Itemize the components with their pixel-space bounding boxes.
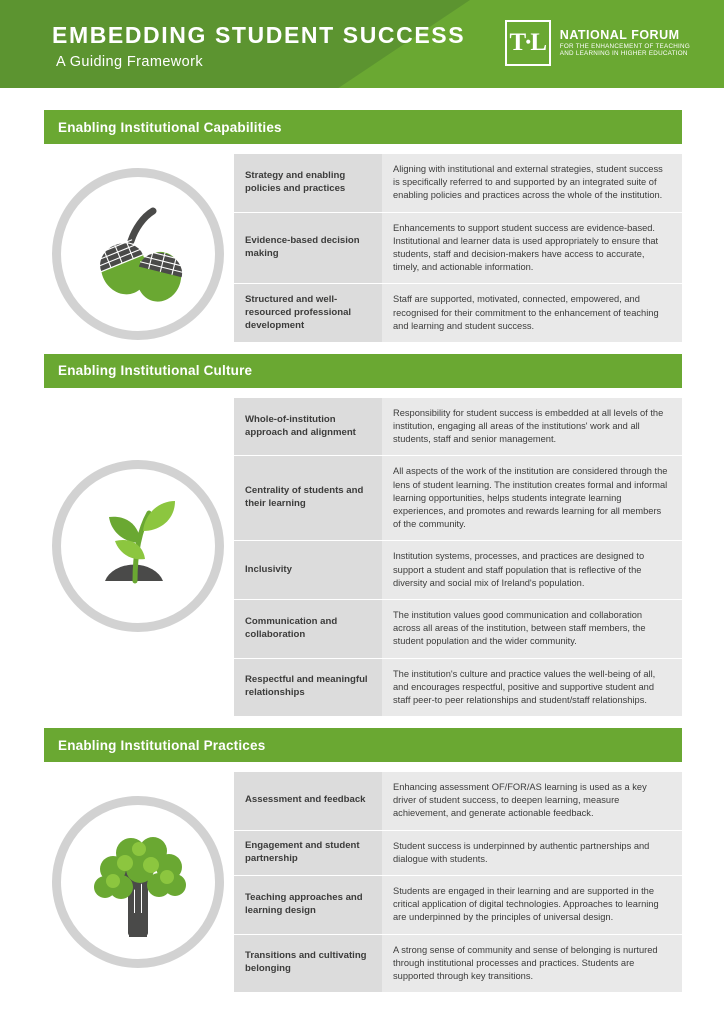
section-2-table bbox=[234, 398, 682, 716]
table-row bbox=[234, 876, 682, 935]
section-enabling-institutional-capabilities bbox=[0, 110, 724, 342]
row-title: Respectful and meaningful relationships bbox=[234, 658, 382, 716]
section-enabling-institutional-practices bbox=[0, 728, 724, 992]
table-row bbox=[234, 772, 682, 830]
section-3-table bbox=[234, 772, 682, 992]
section-band-1 bbox=[44, 110, 682, 144]
spacer-2 bbox=[0, 342, 724, 354]
logo-wordmark bbox=[560, 28, 690, 58]
row-title: Teaching approaches and learning design bbox=[234, 876, 382, 935]
table-row bbox=[234, 212, 682, 284]
row-text: Students are engaged in their learning and are supported in the critical application of digital technologies. Approaches to learning are underpinned by the principles of universal design. bbox=[382, 876, 682, 935]
table-row bbox=[234, 284, 682, 342]
row-title: Inclusivity bbox=[234, 541, 382, 600]
table-row bbox=[234, 456, 682, 541]
row-title: Communication and collaboration bbox=[234, 599, 382, 658]
section-band-2 bbox=[44, 354, 682, 388]
table-row bbox=[234, 154, 682, 212]
row-text: The institution's culture and practice values the well-being of all, and encourages respectful, positive and supportive student and staff peer-to peer relationships and student/staff relationships. bbox=[382, 658, 682, 716]
table-row bbox=[234, 398, 682, 456]
table-row bbox=[234, 599, 682, 658]
spacer-1 bbox=[0, 144, 724, 154]
row-text: Aligning with institutional and external strategies, student success is specifically referred to and supported by an integrated suite of enabling policies and practices across the whole of the institution. bbox=[382, 154, 682, 212]
section-1-body bbox=[44, 154, 682, 342]
section-3-artwork bbox=[44, 772, 234, 992]
section-1-table bbox=[234, 154, 682, 342]
national-forum-logo bbox=[505, 20, 690, 66]
row-title: Engagement and student partnership bbox=[234, 830, 382, 875]
row-text: Student success is underpinned by authentic partnerships and dialogue with students. bbox=[382, 830, 682, 875]
row-text: Enhancing assessment OF/FOR/AS learning is used as a key driver of student success, to deepen learning, measure achievement, and generate actionable feedback. bbox=[382, 772, 682, 830]
framework-body bbox=[0, 88, 724, 992]
page-header bbox=[0, 0, 724, 88]
logo-monogram: T∙L bbox=[505, 20, 551, 66]
row-text: Staff are supported, motivated, connected, empowered, and recognised for their commitment to the enhancement of teaching and learning and student success. bbox=[382, 284, 682, 342]
seedling-icon bbox=[52, 460, 224, 632]
row-text: All aspects of the work of the institution are considered through the lens of student learning. The institution creates formal and informal learning opportunities, helps students integrate learning experiences, and promotes and rewards learning for all members of the community. bbox=[382, 456, 682, 541]
row-text: Institution systems, processes, and practices are designed to support a student and staff population that is reflective of the diversity and social mix of Ireland's population. bbox=[382, 541, 682, 600]
row-title: Whole-of-institution approach and alignment bbox=[234, 398, 382, 456]
section-1-artwork bbox=[44, 154, 234, 342]
tree-icon bbox=[52, 796, 224, 968]
table-row bbox=[234, 658, 682, 716]
row-title: Transitions and cultivating belonging bbox=[234, 934, 382, 992]
table-row bbox=[234, 541, 682, 600]
row-title: Strategy and enabling policies and practices bbox=[234, 154, 382, 212]
spacer-3 bbox=[0, 388, 724, 398]
row-text: Enhancements to support student success are evidence-based. Institutional and learner data is used appropriately to ensure that students, staff and decision-makers have access to accurate, timely, and actionable information. bbox=[382, 212, 682, 284]
row-text: A strong sense of community and sense of belonging is nurtured through institutional processes and practices. Students are supported through key transitions. bbox=[382, 934, 682, 992]
section-enabling-institutional-culture bbox=[0, 354, 724, 716]
row-text: Responsibility for student success is embedded at all levels of the institution, engaging all areas of the institutions' work and all students, staff and senior management. bbox=[382, 398, 682, 456]
section-band-1-label: Enabling Institutional Capabilities bbox=[58, 119, 282, 135]
table-row bbox=[234, 830, 682, 875]
row-title: Centrality of students and their learning bbox=[234, 456, 382, 541]
spacer-4 bbox=[0, 716, 724, 728]
logo-line-2: FOR THE ENHANCEMENT OF TEACHING bbox=[559, 42, 690, 50]
row-title: Assessment and feedback bbox=[234, 772, 382, 830]
row-title: Evidence-based decision making bbox=[234, 212, 382, 284]
row-text: The institution values good communication and collaboration across all areas of the institution, between staff members, the student population and the wider community. bbox=[382, 599, 682, 658]
section-band-3-label: Enabling Institutional Practices bbox=[58, 737, 266, 753]
spacer-5 bbox=[0, 762, 724, 772]
acorns-icon bbox=[52, 168, 224, 340]
spacer-top bbox=[0, 88, 724, 110]
section-band-2-label: Enabling Institutional Culture bbox=[58, 363, 253, 379]
section-3-body bbox=[44, 772, 682, 992]
logo-line-1: NATIONAL FORUM bbox=[559, 28, 680, 43]
logo-line-3: AND LEARNING IN HIGHER EDUCATION bbox=[559, 50, 688, 58]
page-subtitle: A Guiding Framework bbox=[56, 54, 204, 70]
row-title: Structured and well-resourced professional development bbox=[234, 284, 382, 342]
section-band-3 bbox=[44, 728, 682, 762]
section-2-body bbox=[44, 398, 682, 716]
table-row bbox=[234, 934, 682, 992]
page-title: EMBEDDING STUDENT SUCCESS bbox=[52, 22, 466, 48]
section-2-artwork bbox=[44, 398, 234, 716]
